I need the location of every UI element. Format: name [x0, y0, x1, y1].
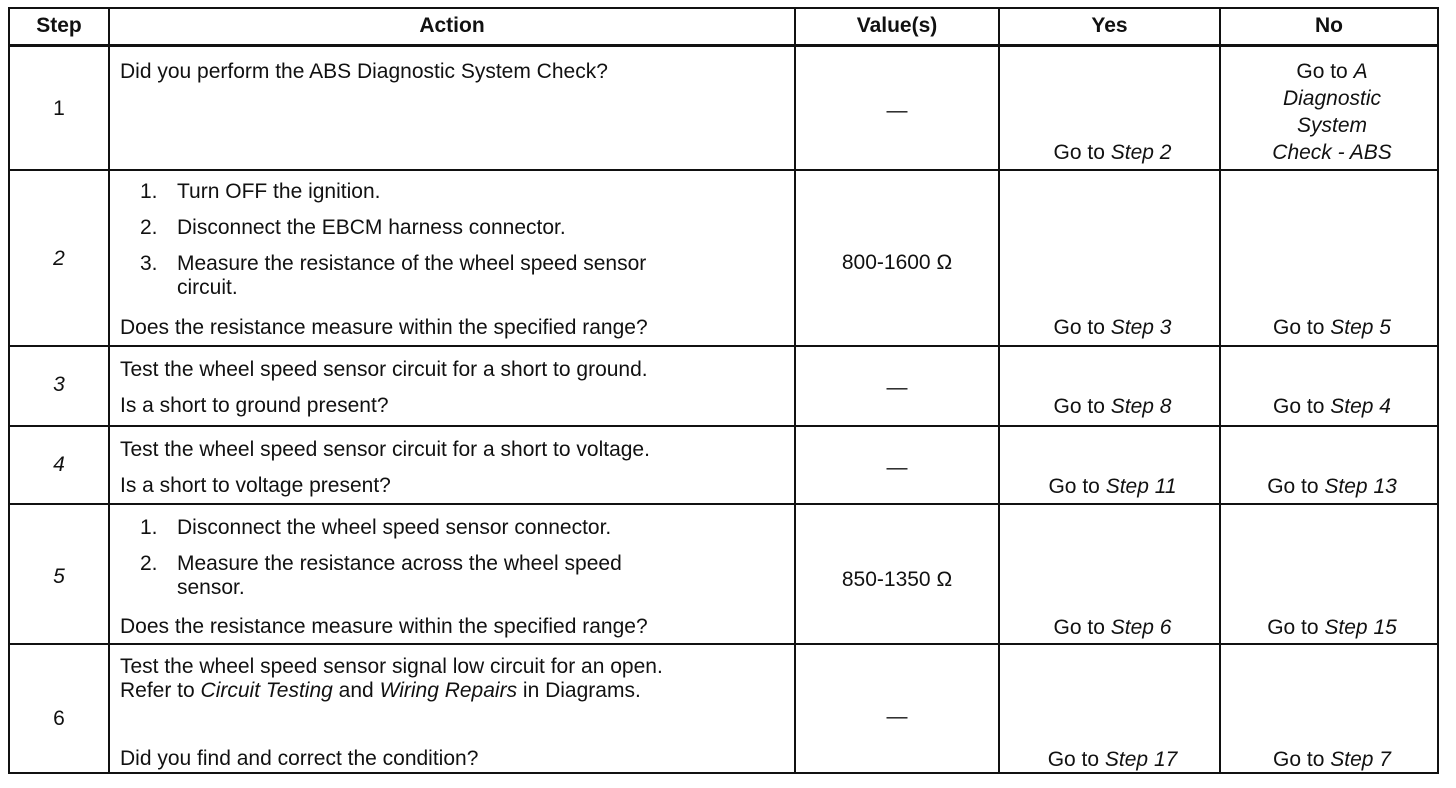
list-item	[120, 178, 790, 214]
list-item	[120, 214, 790, 250]
yes-prefix: Go to	[1047, 748, 1100, 771]
no-prefix: Go to	[1296, 60, 1348, 83]
action-question: Does the resistance measure within the specified range?	[120, 316, 648, 339]
refer-suffix: in Diagrams.	[522, 679, 641, 702]
no-prefix: Go to	[1267, 475, 1319, 498]
list-item	[120, 250, 790, 300]
step-number: 4	[53, 453, 65, 476]
item-text: Turn OFF the ignition.	[177, 180, 381, 203]
no-action	[1221, 614, 1443, 641]
no-action	[1221, 58, 1443, 166]
yes-prefix: Go to	[1053, 616, 1105, 639]
step-number: 3	[53, 373, 65, 396]
yes-action	[1000, 473, 1225, 500]
value: 850-1350 Ω	[841, 568, 953, 591]
no-ref-link[interactable]: Check - ABS	[1272, 141, 1392, 164]
item-text: circuit.	[177, 276, 238, 299]
value: —	[886, 99, 908, 122]
no-action	[1221, 393, 1443, 420]
row-divider	[8, 643, 1438, 645]
step-number: 2	[53, 247, 65, 270]
item-text: Disconnect the EBCM harness connector.	[177, 216, 566, 239]
no-prefix: Go to	[1273, 316, 1325, 339]
refer-line	[120, 679, 663, 703]
value: 800-1600 Ω	[841, 251, 953, 274]
column-divider	[998, 7, 1000, 774]
value: —	[886, 705, 908, 728]
header-values: Value(s)	[856, 14, 938, 37]
item-text: Disconnect the wheel speed sensor connector.	[177, 516, 612, 539]
list-item	[120, 514, 790, 550]
yes-action	[1000, 139, 1225, 166]
value: —	[886, 376, 908, 399]
step-number: 1	[53, 97, 65, 120]
yes-action	[1000, 746, 1225, 773]
yes-prefix: Go to	[1053, 316, 1105, 339]
header-divider	[8, 44, 1438, 47]
item-number: 1.	[140, 180, 158, 203]
no-action	[1221, 314, 1443, 341]
refer-and: and	[338, 679, 374, 702]
item-number: 2.	[140, 216, 158, 239]
action-question: Did you perform the ABS Diagnostic System Check?	[120, 60, 608, 83]
row-divider	[8, 503, 1438, 505]
yes-step-link[interactable]: Step 2	[1110, 141, 1172, 164]
column-divider	[108, 7, 110, 774]
yes-action	[1000, 393, 1225, 420]
action-text-line: Test the wheel speed sensor signal low circuit for an open.	[120, 655, 663, 678]
no-step-link[interactable]: Step 15	[1324, 616, 1397, 639]
yes-step-link[interactable]: Step 8	[1110, 395, 1172, 418]
no-action	[1221, 473, 1443, 500]
step-number: 6	[53, 707, 65, 730]
step-number: 5	[53, 565, 65, 588]
no-ref-link[interactable]: System	[1296, 114, 1367, 137]
header-no: No	[1315, 14, 1343, 37]
no-ref-link[interactable]: Diagnostic	[1282, 87, 1382, 110]
no-step-link[interactable]: Step 5	[1330, 316, 1391, 339]
row-divider	[8, 345, 1438, 347]
yes-step-link[interactable]: Step 3	[1110, 316, 1172, 339]
yes-prefix: Go to	[1053, 395, 1105, 418]
item-number: 1.	[140, 516, 158, 539]
yes-step-link[interactable]: Step 6	[1110, 616, 1172, 639]
yes-step-link[interactable]: Step 11	[1105, 475, 1177, 498]
yes-action	[1000, 614, 1225, 641]
header-step: Step	[36, 14, 82, 37]
no-step-link[interactable]: Step 7	[1330, 748, 1391, 771]
action-text	[120, 655, 663, 703]
action-steps	[120, 514, 790, 600]
no-prefix: Go to	[1267, 616, 1319, 639]
action-question: Is a short to ground present?	[120, 394, 389, 417]
item-number: 3.	[140, 252, 158, 275]
wiring-repairs-link[interactable]: Wiring Repairs	[379, 679, 518, 702]
no-prefix: Go to	[1273, 395, 1325, 418]
action-question: Is a short to voltage present?	[120, 474, 391, 497]
table-border-top	[8, 7, 1438, 9]
header-action: Action	[419, 14, 485, 37]
yes-action	[1000, 314, 1225, 341]
action-steps	[120, 178, 790, 300]
action-question: Did you find and correct the condition?	[120, 747, 479, 770]
action-text: Test the wheel speed sensor circuit for a short to voltage.	[120, 438, 650, 461]
item-text: Measure the resistance of the wheel speed sensor	[177, 252, 647, 275]
action-text: Test the wheel speed sensor circuit for a short to ground.	[120, 358, 648, 381]
header-yes: Yes	[1091, 14, 1128, 37]
item-text: Measure the resistance across the wheel speed	[177, 552, 622, 575]
item-number: 2.	[140, 552, 158, 575]
no-ref-link[interactable]: A	[1353, 60, 1368, 83]
value: —	[886, 456, 908, 479]
row-divider	[8, 425, 1438, 427]
refer-prefix: Refer to	[120, 679, 195, 702]
action-question: Does the resistance measure within the specified range?	[120, 615, 648, 638]
item-text: sensor.	[177, 576, 245, 599]
yes-prefix: Go to	[1048, 475, 1100, 498]
yes-step-link[interactable]: Step 17	[1104, 748, 1178, 771]
yes-prefix: Go to	[1053, 141, 1105, 164]
row-divider	[8, 169, 1438, 171]
no-action	[1221, 746, 1443, 773]
no-prefix: Go to	[1273, 748, 1325, 771]
no-step-link[interactable]: Step 13	[1324, 475, 1397, 498]
list-item	[120, 550, 790, 600]
circuit-testing-link[interactable]: Circuit Testing	[200, 679, 333, 702]
no-step-link[interactable]: Step 4	[1330, 395, 1391, 418]
